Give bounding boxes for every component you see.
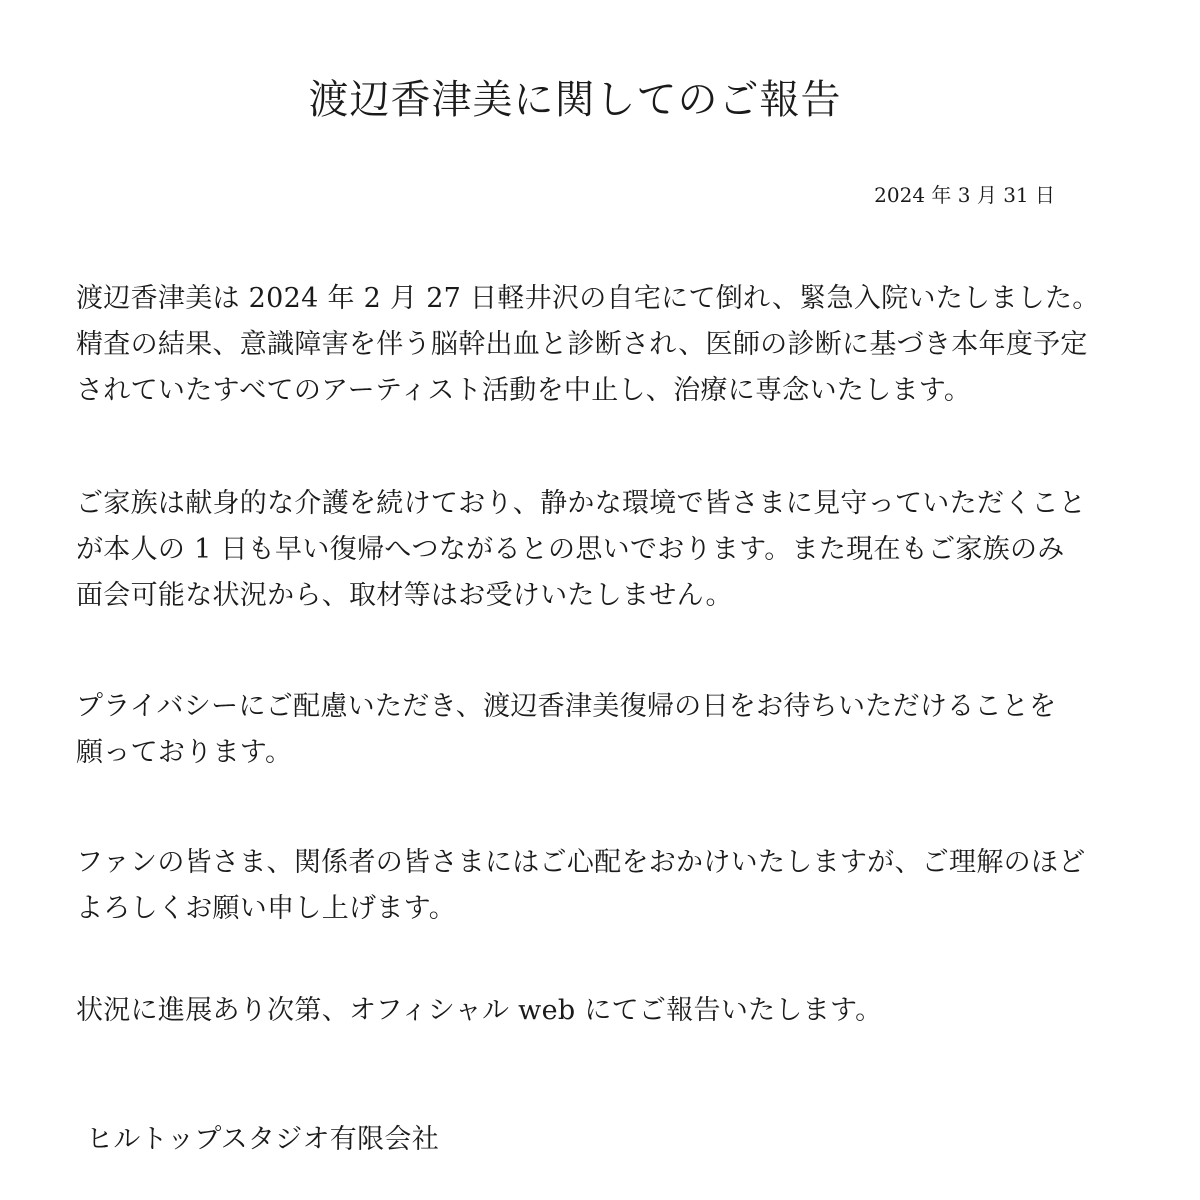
paragraph-line: ファンの皆さま、関係者の皆さまにはご心配をおかけいたしますが、ご理解のほど [76, 847, 1086, 878]
paragraph-future-updates [76, 988, 1166, 1034]
paragraph-line: されていたすべてのアーティスト活動を中止し、治療に専念いたします。 [76, 375, 972, 406]
company-signature: ヒルトップスタジオ有限会社 [86, 1124, 440, 1155]
paragraph-family-care [76, 481, 1166, 619]
paragraph-line: ご家族は献身的な介護を続けており、静かな環境で皆さまに見守っていただくこと [76, 488, 1087, 519]
document-title: 渡辺香津美に関してのご報告 [308, 77, 842, 123]
paragraph-line: 状況に進展あり次第、オフィシャル web にてご報告いたします。 [76, 995, 883, 1026]
paragraph-privacy-request [76, 684, 1166, 776]
paragraph-hospitalization [76, 276, 1166, 414]
paragraph-line: 渡辺香津美は 2024 年 2 月 27 日軽井沢の自宅にて倒れ、緊急入院いたしました。 [76, 283, 1100, 314]
paragraph-line: 面会可能な状況から、取材等はお受けいたしません。 [76, 580, 733, 611]
paragraph-line: よろしくお願い申し上げます。 [76, 893, 457, 924]
paragraph-line: プライバシーにご配慮いただき、渡辺香津美復帰の日をお待ちいただけることを [76, 691, 1057, 722]
paragraph-line: 願っております。 [76, 737, 293, 768]
paragraph-line: が本人の 1 日も早い復帰へつながるとの思いでおります。また現在もご家族のみ [76, 534, 1065, 565]
paragraph-line: 精査の結果、意識障害を伴う脳幹出血と診断され、医師の診断に基づき本年度予定 [76, 329, 1088, 360]
document-date: 2024 年 3 月 31 日 [874, 183, 1055, 207]
paragraph-apology [76, 840, 1166, 932]
